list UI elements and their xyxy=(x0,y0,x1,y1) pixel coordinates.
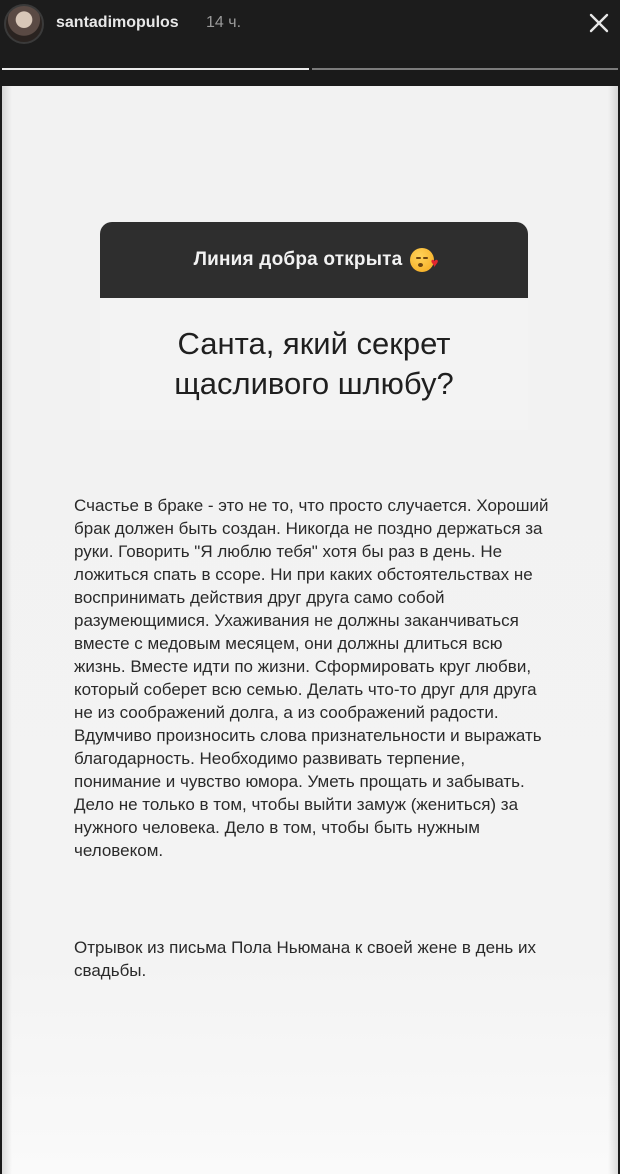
story-header xyxy=(0,0,620,60)
story-body-text: Счастье в браке - это не то, что просто случается. Хороший брак должен быть создан. Никогда не поздно держаться за руки. Говорить "Я люблю тебя" хотя бы раз в день. Не ложиться спать в ссоре. Ни при каких обстоятельствах не воспринимать действия друг друга само собой разумеющимися. Ухаживания не должны заканчиваться вместе с медовым месяцем, они должны длиться всю жизнь. Вместе идти по жизни. Сформировать круг любви, который соберет всю семью. Делать что-то друг для друга не из соображений долга, а из соображений радости. Вдумчиво произносить слова признательности и выражать благодарность. Необходимо развивать терпение, понимание и чувство юмора. Уметь прощать и забывать. Дело не только в том, чтобы выйти замуж (жениться) за нужного человека. Дело в том, чтобы быть нужным человеком. xyxy=(74,496,549,860)
progress-segment-2 xyxy=(312,68,619,70)
kissing-face-with-heart-icon: ♥ xyxy=(410,248,434,272)
story-progress-bar xyxy=(2,64,618,74)
story-content[interactable] xyxy=(2,86,618,1174)
story-timestamp: 14 ч. xyxy=(206,14,242,31)
story-footnote: Отрывок из письма Пола Ньюмана к своей жене в день их свадьбы. xyxy=(74,938,536,980)
username[interactable]: santadimopulos xyxy=(56,14,179,31)
question-sticker-banner xyxy=(100,222,528,298)
story-edge-shadow-left xyxy=(2,86,12,1174)
story-edge-shadow-right xyxy=(608,86,618,1174)
close-icon[interactable] xyxy=(584,8,614,38)
question-text: Санта, який секрет щасливого шлюбу? xyxy=(174,326,454,401)
question-sticker xyxy=(100,298,528,430)
avatar[interactable] xyxy=(4,4,44,44)
banner-text: Линия добра открыта xyxy=(193,249,403,270)
progress-segment-1 xyxy=(2,68,309,70)
